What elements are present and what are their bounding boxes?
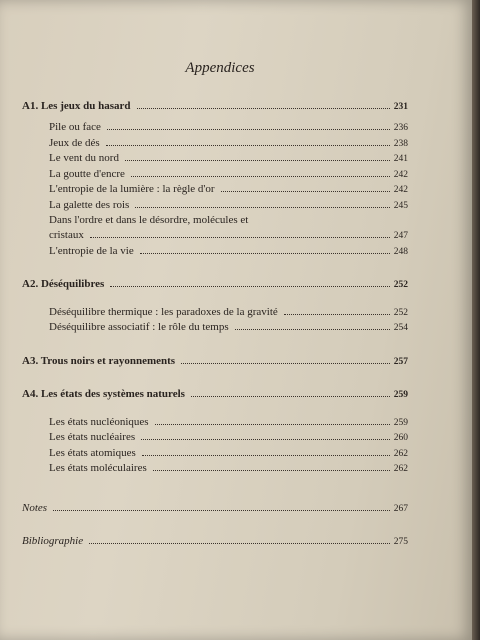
toc-section-title: A3. Trous noirs et rayonnements: [22, 354, 176, 367]
toc-page-number: 231: [393, 101, 408, 112]
toc-item: L'entropie de la lumière : la règle d'or 242: [49, 183, 408, 195]
toc-item: La galette des rois 245: [49, 198, 408, 211]
toc-item: Les états nucléaires 260: [49, 431, 408, 443]
toc-item: cristaux 247: [49, 229, 408, 241]
toc-section-a4: A4. Les états des systèmes naturels 259: [22, 388, 408, 400]
toc-section-title: A4. Les états des systèmes naturels: [22, 388, 185, 400]
toc-notes: Notes 267: [22, 501, 408, 514]
toc-bibliography: Bibliographie 275: [22, 535, 408, 547]
toc-item: Déséquilibre thermique : les paradoxes de la gravité 252: [49, 305, 408, 318]
toc-section-title: A2. Déséquilibres: [22, 278, 105, 290]
toc-item: La goutte d'encre 242: [49, 167, 408, 180]
toc-item: Déséquilibre associatif : le rôle du temps 254: [49, 321, 408, 333]
toc-item: Les états atomiques 262: [49, 446, 408, 459]
toc-section-title: A1. Les jeux du hasard: [22, 99, 131, 112]
toc-item-multiline: Dans l'ordre et dans le désordre, molécules et: [49, 213, 249, 226]
table-of-contents: [22, 96, 408, 547]
toc-item: Le vent du nord 241: [49, 152, 408, 164]
toc-item: Pile ou face 236: [49, 121, 408, 133]
page-heading: Appendices: [185, 60, 255, 76]
toc-section-a2: A2. Déséquilibres 252: [22, 278, 408, 290]
toc-item: L'entropie de la vie 248: [49, 244, 408, 257]
toc-item: Les états nucléoniques 259: [49, 415, 408, 428]
toc-leader: [137, 108, 390, 109]
book-page-edge: [472, 0, 480, 640]
toc-item: Les états moléculaires 262: [49, 462, 408, 474]
toc-section-a3: A3. Trous noirs et rayonnements 257: [22, 354, 408, 367]
toc-item: Jeux de dés 238: [49, 136, 408, 149]
toc-section-a1: [22, 96, 408, 112]
